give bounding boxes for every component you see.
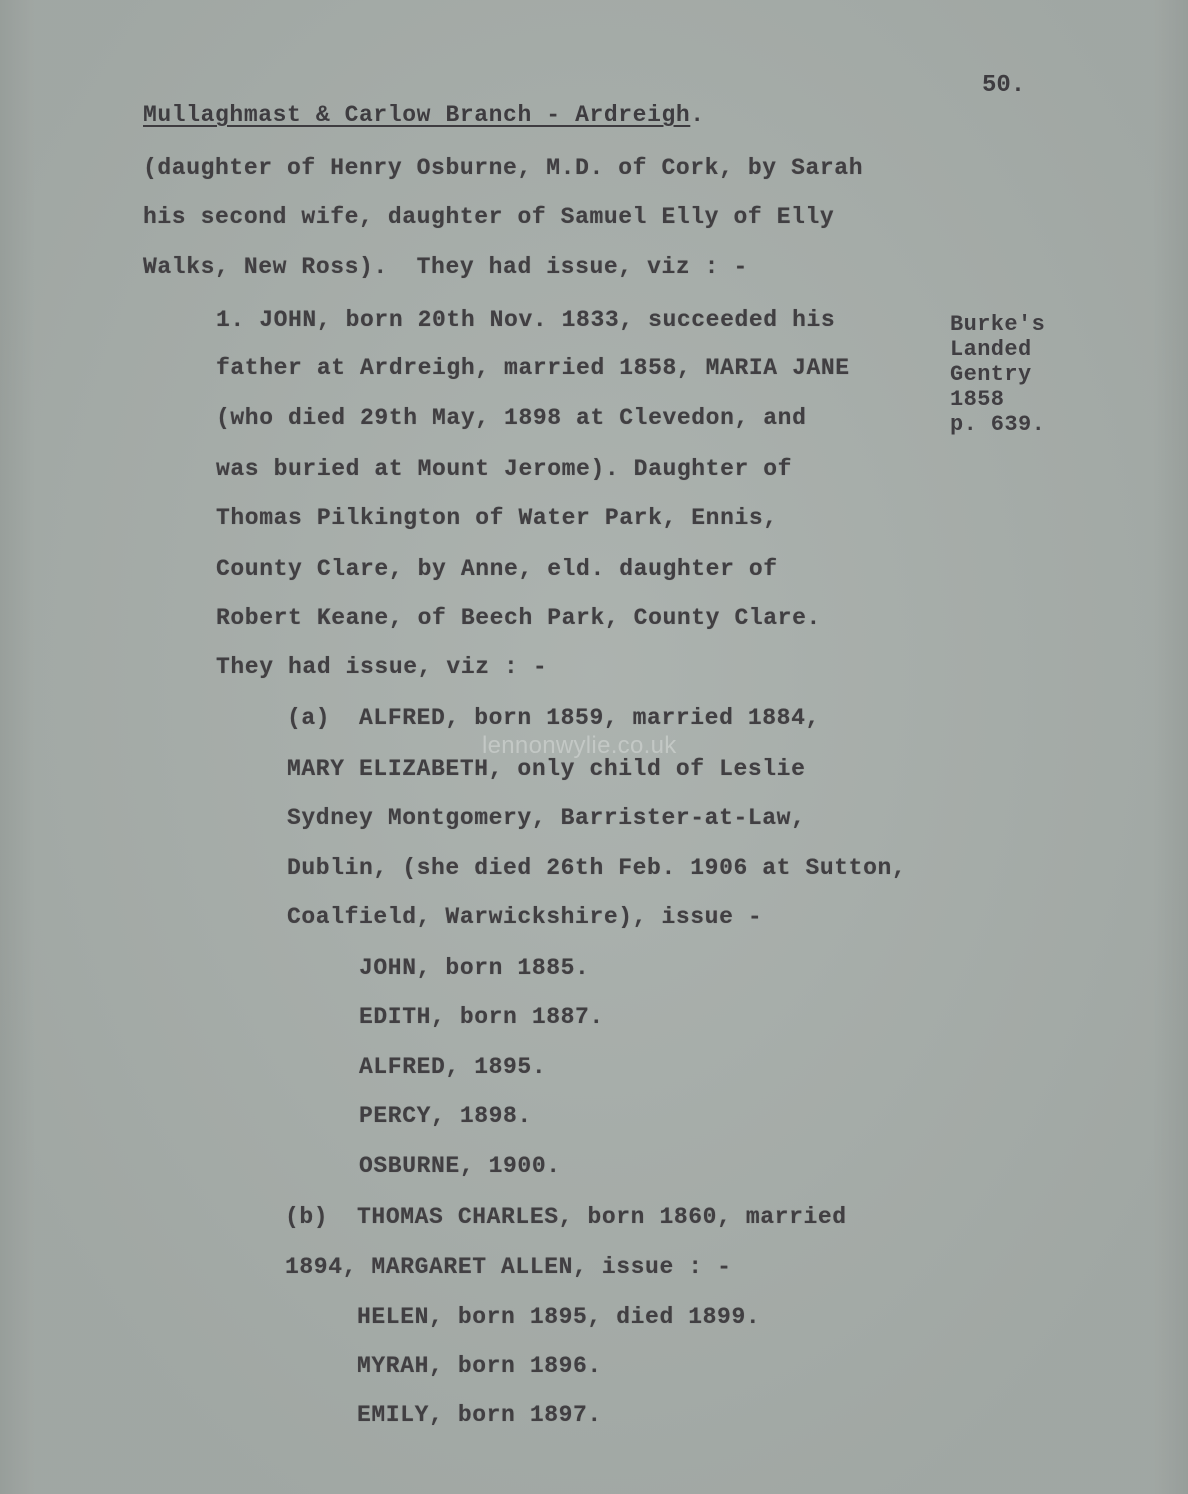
body-line: Robert Keane, of Beech Park, County Clare.	[216, 605, 821, 631]
body-line: EDITH, born 1887.	[359, 1004, 604, 1030]
body-line: PERCY, 1898.	[359, 1103, 532, 1129]
margin-note-line: 1858	[950, 387, 1005, 412]
body-line: Coalfield, Warwickshire), issue -	[287, 904, 763, 930]
body-line: was buried at Mount Jerome). Daughter of	[216, 456, 793, 482]
body-line: They had issue, viz : -	[216, 654, 548, 680]
heading-title: Mullaghmast & Carlow Branch - Ardreigh	[143, 102, 691, 128]
body-line: ALFRED, 1895.	[359, 1054, 547, 1080]
body-line: (a) ALFRED, born 1859, married 1884,	[287, 705, 820, 731]
page-number: 50.	[982, 72, 1026, 99]
body-line: EMILY, born 1897.	[357, 1402, 602, 1428]
body-line: County Clare, by Anne, eld. daughter of	[216, 556, 778, 582]
body-line: (who died 29th May, 1898 at Clevedon, and	[216, 405, 807, 431]
body-line: HELEN, born 1895, died 1899.	[357, 1304, 761, 1330]
body-line: Walks, New Ross). They had issue, viz : -	[143, 254, 748, 280]
body-line: Sydney Montgomery, Barrister-at-Law,	[287, 805, 806, 831]
body-line: his second wife, daughter of Samuel Elly of Elly	[143, 204, 835, 230]
margin-reference-note	[950, 312, 1090, 437]
margin-note-line: Gentry	[950, 362, 1032, 387]
margin-note-line: Burke's	[950, 312, 1046, 337]
body-line: MARY ELIZABETH, only child of Leslie	[287, 756, 806, 782]
body-line: Thomas Pilkington of Water Park, Ennis,	[216, 505, 778, 531]
body-line: 1. JOHN, born 20th Nov. 1833, succeeded his	[216, 307, 836, 333]
body-line: father at Ardreigh, married 1858, MARIA JANE	[216, 355, 850, 381]
body-line: (b) THOMAS CHARLES, born 1860, married	[285, 1204, 847, 1230]
section-heading	[143, 102, 705, 128]
body-line: OSBURNE, 1900.	[359, 1153, 561, 1179]
heading-punct: .	[690, 102, 705, 128]
body-line: JOHN, born 1885.	[359, 955, 590, 981]
margin-note-line: p. 639.	[950, 412, 1046, 437]
body-line: Dublin, (she died 26th Feb. 1906 at Sutton,	[287, 855, 907, 881]
watermark: lennonwylie.co.uk	[482, 732, 677, 759]
body-line: 1894, MARGARET ALLEN, issue : -	[285, 1254, 732, 1280]
body-line: MYRAH, born 1896.	[357, 1353, 602, 1379]
margin-note-line: Landed	[950, 337, 1032, 362]
body-line: (daughter of Henry Osburne, M.D. of Cork, by Sarah	[143, 155, 864, 181]
